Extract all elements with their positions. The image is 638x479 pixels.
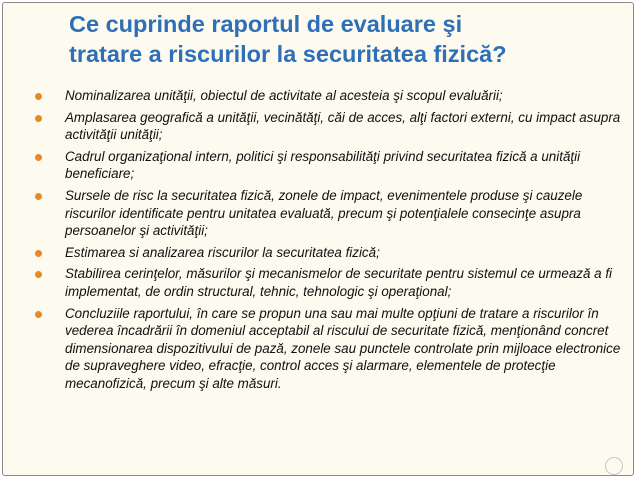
- bullet-dot-icon: [35, 193, 42, 200]
- bullet-dot-icon: [35, 250, 42, 257]
- bullet-dot-icon: [35, 115, 42, 122]
- bullet-item: [19, 244, 625, 262]
- bullet-text: Sursele de risc la securitatea fizică, zonele de impact, evenimentele produse şi cauzele riscurilor identificate pentru unitatea evaluată, precum şi potenţialele consecinţe asupra persoanelor şi activităţii;: [65, 187, 583, 239]
- title-line-1: Ce cuprinde raportul de evaluare şi: [69, 11, 463, 37]
- bullet-item: [19, 265, 625, 300]
- bullet-item: [19, 305, 625, 393]
- bullet-item: [19, 109, 625, 144]
- bullet-list: [19, 87, 625, 397]
- bullet-text: Cadrul organizaţional intern, politici şi responsabilităţi privind securitatea fizică a unităţii beneficiare;: [65, 148, 581, 182]
- bullet-item: [19, 148, 625, 183]
- bullet-dot-icon: [35, 271, 42, 278]
- bullet-text: Stabilirea cerinţelor, măsurilor şi mecanismelor de securitate pentru sistemul ce urmează a fi implementat, de ordin structural, tehnic, tehnologic şi operaţional;: [65, 266, 613, 299]
- bullet-text: Amplasarea geografică a unităţii, vecinătăţi, căi de acces, alţi factori externi, cu impact asupra activităţii unităţii;: [65, 109, 621, 143]
- bullet-text: Concluziile raportului, în care se propun una sau mai multe opţiuni de tratare a riscurilor în vederea încadrării în domeniul acceptabil al riscului de securitate fizică, menţionând concret dimensionarea dispozitivului de pază, zonele sau punctele controlate prin mijloace electronice de supraveghere video, efracţie, control acces şi alarmare, elementele de protecţie mecanofizică, precum şi alte măsuri.: [65, 305, 621, 391]
- slide-title: [69, 9, 629, 69]
- corner-circle-decoration: [605, 457, 623, 475]
- bullet-dot-icon: [35, 154, 42, 161]
- bullet-text: Estimarea si analizarea riscurilor la securitatea fizică;: [65, 244, 380, 260]
- bullet-dot-icon: [35, 93, 42, 100]
- bullet-dot-icon: [35, 311, 42, 318]
- slide: [2, 2, 634, 476]
- title-line-2: tratare a riscurilor la securitatea fizică?: [69, 41, 507, 67]
- bullet-item: [19, 187, 625, 240]
- bullet-item: [19, 87, 625, 105]
- bullet-text: Nominalizarea unităţii, obiectul de activitate al acesteia şi scopul evaluării;: [65, 88, 503, 103]
